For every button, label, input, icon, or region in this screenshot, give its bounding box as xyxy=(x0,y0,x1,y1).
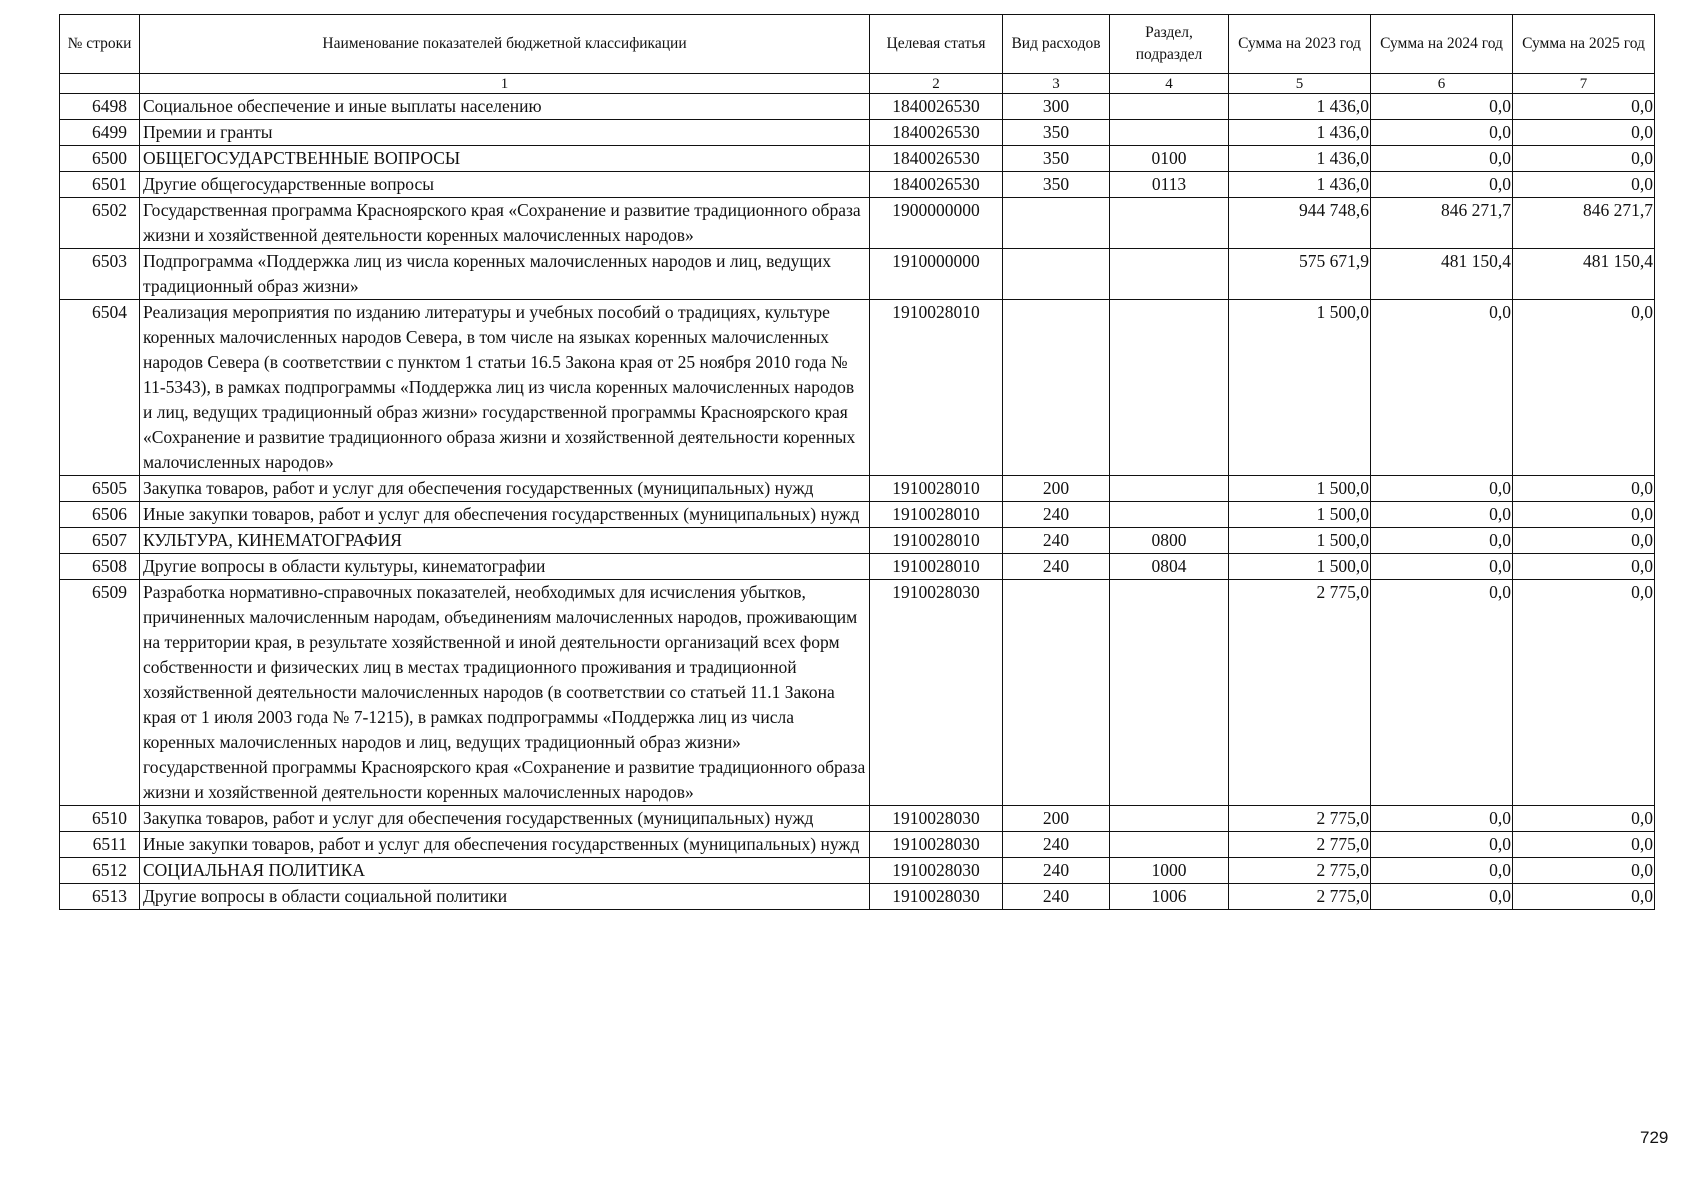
cell-sum-2024: 846 271,7 xyxy=(1371,198,1513,249)
cell-target-article: 1910028030 xyxy=(870,806,1003,832)
cell-target-article: 1910028010 xyxy=(870,502,1003,528)
cell-expense-type: 240 xyxy=(1003,884,1110,910)
cell-indicator-name: Разработка нормативно-справочных показателей, необходимых для исчисления убытков, причиненных малочисленным народам, объединениям малочисленных народов, проживающим на территории края, в результате хозяйственной и иной деятельности организаций всех форм собственности и физических лиц в местах традиционного проживания и традиционной хозяйственной деятельности малочисленных народов (в соответствии со статьей 11.1 Закона края от 1 июля 2003 года № 7-1215), в рамках подпрограммы «Поддержка лиц из числа коренных малочисленных народов и лиц, ведущих традиционный образ жизни» государственной программы Красноярского края «Сохранение и развитие традиционного образа жизни и хозяйственной деятельности коренных малочисленных народов» xyxy=(140,580,870,806)
cell-sum-2025: 0,0 xyxy=(1513,580,1655,806)
cell-indicator-name: Другие вопросы в области социальной политики xyxy=(140,884,870,910)
cell-sum-2025: 0,0 xyxy=(1513,858,1655,884)
cell-sum-2025: 0,0 xyxy=(1513,832,1655,858)
table-row xyxy=(60,502,1655,528)
cell-sum-2025: 0,0 xyxy=(1513,806,1655,832)
cell-sum-2023: 2 775,0 xyxy=(1229,806,1371,832)
cell-expense-type: 240 xyxy=(1003,832,1110,858)
cell-target-article: 1910028030 xyxy=(870,858,1003,884)
cell-indicator-name: Закупка товаров, работ и услуг для обеспечения государственных (муниципальных) нужд xyxy=(140,806,870,832)
cell-section xyxy=(1110,832,1229,858)
cell-target-article: 1910028010 xyxy=(870,528,1003,554)
cell-section: 0100 xyxy=(1110,146,1229,172)
cell-section xyxy=(1110,300,1229,476)
cell-row-number: 6509 xyxy=(60,580,140,806)
cell-sum-2025: 0,0 xyxy=(1513,884,1655,910)
column-number: 2 xyxy=(870,74,1003,94)
cell-row-number: 6508 xyxy=(60,554,140,580)
column-number xyxy=(60,74,140,94)
cell-expense-type: 350 xyxy=(1003,146,1110,172)
cell-row-number: 6510 xyxy=(60,806,140,832)
cell-section xyxy=(1110,120,1229,146)
cell-sum-2023: 1 500,0 xyxy=(1229,554,1371,580)
table-row xyxy=(60,300,1655,476)
cell-sum-2023: 2 775,0 xyxy=(1229,580,1371,806)
header-section: Раздел, подраздел xyxy=(1110,15,1229,74)
cell-sum-2023: 2 775,0 xyxy=(1229,858,1371,884)
cell-sum-2023: 1 436,0 xyxy=(1229,172,1371,198)
cell-sum-2025: 0,0 xyxy=(1513,120,1655,146)
cell-row-number: 6512 xyxy=(60,858,140,884)
cell-target-article: 1900000000 xyxy=(870,198,1003,249)
cell-section: 1000 xyxy=(1110,858,1229,884)
cell-sum-2023: 1 436,0 xyxy=(1229,94,1371,120)
cell-target-article: 1910028030 xyxy=(870,884,1003,910)
cell-sum-2025: 0,0 xyxy=(1513,528,1655,554)
cell-section: 1006 xyxy=(1110,884,1229,910)
cell-expense-type: 240 xyxy=(1003,502,1110,528)
cell-target-article: 1840026530 xyxy=(870,172,1003,198)
header-sum-2024: Сумма на 2024 год xyxy=(1371,15,1513,74)
cell-row-number: 6513 xyxy=(60,884,140,910)
table-row xyxy=(60,554,1655,580)
cell-target-article: 1910000000 xyxy=(870,249,1003,300)
cell-row-number: 6503 xyxy=(60,249,140,300)
table-row xyxy=(60,858,1655,884)
cell-sum-2025: 0,0 xyxy=(1513,502,1655,528)
cell-target-article: 1840026530 xyxy=(870,94,1003,120)
budget-table xyxy=(59,14,1655,910)
cell-expense-type: 240 xyxy=(1003,858,1110,884)
cell-indicator-name: Другие вопросы в области культуры, кинематографии xyxy=(140,554,870,580)
cell-sum-2024: 0,0 xyxy=(1371,806,1513,832)
cell-target-article: 1840026530 xyxy=(870,120,1003,146)
cell-indicator-name: Другие общегосударственные вопросы xyxy=(140,172,870,198)
cell-section xyxy=(1110,476,1229,502)
cell-sum-2024: 0,0 xyxy=(1371,146,1513,172)
header-expense-type: Вид расходов xyxy=(1003,15,1110,74)
cell-sum-2023: 1 500,0 xyxy=(1229,528,1371,554)
table-row xyxy=(60,476,1655,502)
cell-sum-2023: 575 671,9 xyxy=(1229,249,1371,300)
cell-sum-2024: 0,0 xyxy=(1371,94,1513,120)
cell-expense-type: 300 xyxy=(1003,94,1110,120)
cell-row-number: 6498 xyxy=(60,94,140,120)
cell-expense-type xyxy=(1003,198,1110,249)
table-row xyxy=(60,249,1655,300)
cell-row-number: 6499 xyxy=(60,120,140,146)
cell-expense-type: 240 xyxy=(1003,554,1110,580)
cell-row-number: 6506 xyxy=(60,502,140,528)
cell-row-number: 6504 xyxy=(60,300,140,476)
cell-sum-2025: 0,0 xyxy=(1513,476,1655,502)
cell-sum-2024: 481 150,4 xyxy=(1371,249,1513,300)
cell-target-article: 1910028030 xyxy=(870,832,1003,858)
table-row xyxy=(60,172,1655,198)
cell-indicator-name: Реализация мероприятия по изданию литературы и учебных пособий о традициях, культуре коренных малочисленных народов Севера, в том числе на языках коренных малочисленных народов Севера (в соответствии с пунктом 1 статьи 16.5 Закона края от 25 ноября 2010 года № 11-5343), в рамках подпрограммы «Поддержка лиц из числа коренных малочисленных народов и лиц, ведущих традиционный образ жизни» государственной программы Красноярского края «Сохранение и развитие традиционного образа жизни и хозяйственной деятельности коренных малочисленных народов» xyxy=(140,300,870,476)
cell-target-article: 1910028010 xyxy=(870,554,1003,580)
cell-sum-2023: 1 500,0 xyxy=(1229,476,1371,502)
column-number: 5 xyxy=(1229,74,1371,94)
cell-row-number: 6501 xyxy=(60,172,140,198)
cell-expense-type: 200 xyxy=(1003,806,1110,832)
cell-sum-2024: 0,0 xyxy=(1371,554,1513,580)
column-number-row xyxy=(60,74,1655,94)
cell-sum-2025: 0,0 xyxy=(1513,554,1655,580)
cell-indicator-name: Закупка товаров, работ и услуг для обеспечения государственных (муниципальных) нужд xyxy=(140,476,870,502)
table-row xyxy=(60,198,1655,249)
cell-sum-2023: 1 436,0 xyxy=(1229,146,1371,172)
cell-section xyxy=(1110,198,1229,249)
cell-sum-2023: 1 500,0 xyxy=(1229,502,1371,528)
header-name: Наименование показателей бюджетной классификации xyxy=(140,15,870,74)
cell-indicator-name: Государственная программа Красноярского края «Сохранение и развитие традиционного образа жизни и хозяйственной деятельности коренных малочисленных народов» xyxy=(140,198,870,249)
cell-expense-type xyxy=(1003,580,1110,806)
header-sum-2025: Сумма на 2025 год xyxy=(1513,15,1655,74)
cell-sum-2024: 0,0 xyxy=(1371,300,1513,476)
cell-indicator-name: Иные закупки товаров, работ и услуг для обеспечения государственных (муниципальных) нужд xyxy=(140,502,870,528)
column-number: 6 xyxy=(1371,74,1513,94)
header-target-article: Целевая статья xyxy=(870,15,1003,74)
cell-sum-2025: 0,0 xyxy=(1513,94,1655,120)
cell-section xyxy=(1110,502,1229,528)
cell-section: 0800 xyxy=(1110,528,1229,554)
cell-row-number: 6505 xyxy=(60,476,140,502)
cell-row-number: 6511 xyxy=(60,832,140,858)
header-sum-2023: Сумма на 2023 год xyxy=(1229,15,1371,74)
cell-sum-2025: 0,0 xyxy=(1513,146,1655,172)
cell-row-number: 6500 xyxy=(60,146,140,172)
cell-target-article: 1910028010 xyxy=(870,476,1003,502)
cell-target-article: 1910028010 xyxy=(870,300,1003,476)
cell-sum-2024: 0,0 xyxy=(1371,858,1513,884)
cell-indicator-name: СОЦИАЛЬНАЯ ПОЛИТИКА xyxy=(140,858,870,884)
table-row xyxy=(60,832,1655,858)
table-row xyxy=(60,884,1655,910)
cell-indicator-name: Социальное обеспечение и иные выплаты населению xyxy=(140,94,870,120)
column-number: 3 xyxy=(1003,74,1110,94)
cell-section xyxy=(1110,249,1229,300)
cell-sum-2023: 2 775,0 xyxy=(1229,884,1371,910)
cell-sum-2023: 1 500,0 xyxy=(1229,300,1371,476)
header-row-no: № строки xyxy=(60,15,140,74)
cell-section: 0804 xyxy=(1110,554,1229,580)
table-row xyxy=(60,580,1655,806)
cell-sum-2025: 0,0 xyxy=(1513,300,1655,476)
page-number: 729 xyxy=(1640,1128,1669,1147)
cell-sum-2024: 0,0 xyxy=(1371,120,1513,146)
table-row xyxy=(60,120,1655,146)
cell-indicator-name: Премии и гранты xyxy=(140,120,870,146)
cell-sum-2024: 0,0 xyxy=(1371,172,1513,198)
cell-section xyxy=(1110,580,1229,806)
cell-indicator-name: Подпрограмма «Поддержка лиц из числа коренных малочисленных народов и лиц, ведущих традиционный образ жизни» xyxy=(140,249,870,300)
cell-row-number: 6502 xyxy=(60,198,140,249)
cell-sum-2025: 0,0 xyxy=(1513,172,1655,198)
cell-section xyxy=(1110,806,1229,832)
cell-sum-2024: 0,0 xyxy=(1371,528,1513,554)
cell-expense-type: 350 xyxy=(1003,172,1110,198)
cell-indicator-name: ОБЩЕГОСУДАРСТВЕННЫЕ ВОПРОСЫ xyxy=(140,146,870,172)
cell-sum-2024: 0,0 xyxy=(1371,502,1513,528)
column-number: 7 xyxy=(1513,74,1655,94)
column-number: 1 xyxy=(140,74,870,94)
cell-indicator-name: Иные закупки товаров, работ и услуг для обеспечения государственных (муниципальных) нужд xyxy=(140,832,870,858)
column-number: 4 xyxy=(1110,74,1229,94)
cell-sum-2024: 0,0 xyxy=(1371,580,1513,806)
cell-expense-type: 240 xyxy=(1003,528,1110,554)
cell-sum-2024: 0,0 xyxy=(1371,884,1513,910)
cell-indicator-name: КУЛЬТУРА, КИНЕМАТОГРАФИЯ xyxy=(140,528,870,554)
table-row xyxy=(60,146,1655,172)
cell-target-article: 1840026530 xyxy=(870,146,1003,172)
cell-expense-type: 350 xyxy=(1003,120,1110,146)
table-row xyxy=(60,528,1655,554)
table-row xyxy=(60,94,1655,120)
cell-sum-2024: 0,0 xyxy=(1371,476,1513,502)
cell-sum-2025: 481 150,4 xyxy=(1513,249,1655,300)
cell-expense-type xyxy=(1003,249,1110,300)
cell-sum-2023: 2 775,0 xyxy=(1229,832,1371,858)
header-row xyxy=(60,15,1655,74)
cell-target-article: 1910028030 xyxy=(870,580,1003,806)
cell-expense-type: 200 xyxy=(1003,476,1110,502)
cell-sum-2023: 944 748,6 xyxy=(1229,198,1371,249)
table-body xyxy=(60,94,1655,910)
cell-sum-2024: 0,0 xyxy=(1371,832,1513,858)
cell-section: 0113 xyxy=(1110,172,1229,198)
cell-section xyxy=(1110,94,1229,120)
cell-expense-type xyxy=(1003,300,1110,476)
cell-row-number: 6507 xyxy=(60,528,140,554)
cell-sum-2023: 1 436,0 xyxy=(1229,120,1371,146)
table-row xyxy=(60,806,1655,832)
cell-sum-2025: 846 271,7 xyxy=(1513,198,1655,249)
